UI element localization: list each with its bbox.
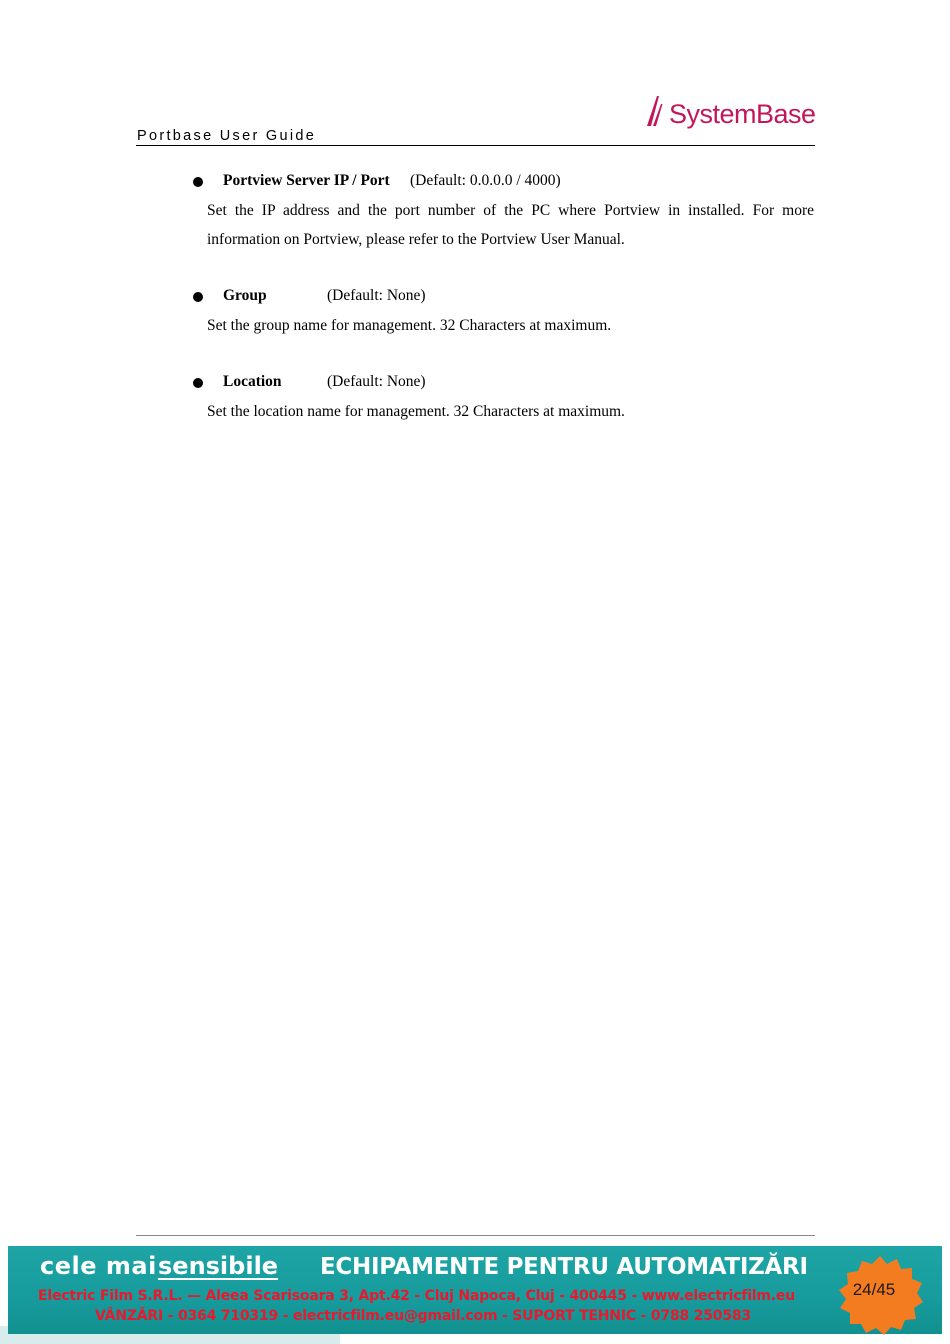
contact-phone: VÂNZĂRI - 0364 710319 - electricfilm.eu@gmail.com - SUPORT TEHNIC - 0788 250583: [95, 1308, 751, 1324]
page-number: 24/45: [852, 1280, 896, 1299]
setting-term: Location: [223, 373, 282, 390]
bullet-icon: [193, 177, 203, 187]
document-title: Portbase User Guide: [137, 128, 317, 144]
setting-default: (Default: None): [327, 373, 426, 390]
advertisement-banner: [8, 1246, 942, 1334]
setting-description: Set the IP address and the port number of the PC where Portview in installed. For more information on Portview, please refer to the Portview User Manual.: [207, 202, 814, 248]
logo-mark-icon: [645, 94, 669, 128]
setting-default: (Default: None): [327, 287, 426, 304]
setting-term: Group: [223, 287, 267, 304]
slogan-main: ECHIPAMENTE PENTRU AUTOMATIZĂRI: [320, 1254, 808, 1280]
contact-address: Electric Film S.R.L. — Aleea Scarisoara 3, Apt.42 - Cluj Napoca, Cluj - 400445 - www.electricfilm.eu: [38, 1288, 795, 1304]
header-divider: [136, 145, 815, 146]
systembase-logo: [645, 88, 816, 128]
bullet-icon: [193, 292, 203, 302]
slogan-prefix: cele mai: [40, 1252, 157, 1280]
page-number-badge: [834, 1254, 926, 1336]
bullet-icon: [193, 378, 203, 388]
footer-divider: [136, 1235, 815, 1236]
logo-text: SystemBase: [669, 99, 816, 129]
setting-description: Set the location name for management. 32 Characters at maximum.: [207, 403, 625, 420]
slogan-emphasis: sensibile: [158, 1252, 279, 1280]
setting-description: Set the group name for management. 32 Characters at maximum.: [207, 317, 612, 334]
setting-term: Portview Server IP / Port: [223, 172, 390, 189]
setting-default: (Default: 0.0.0.0 / 4000): [410, 172, 561, 189]
